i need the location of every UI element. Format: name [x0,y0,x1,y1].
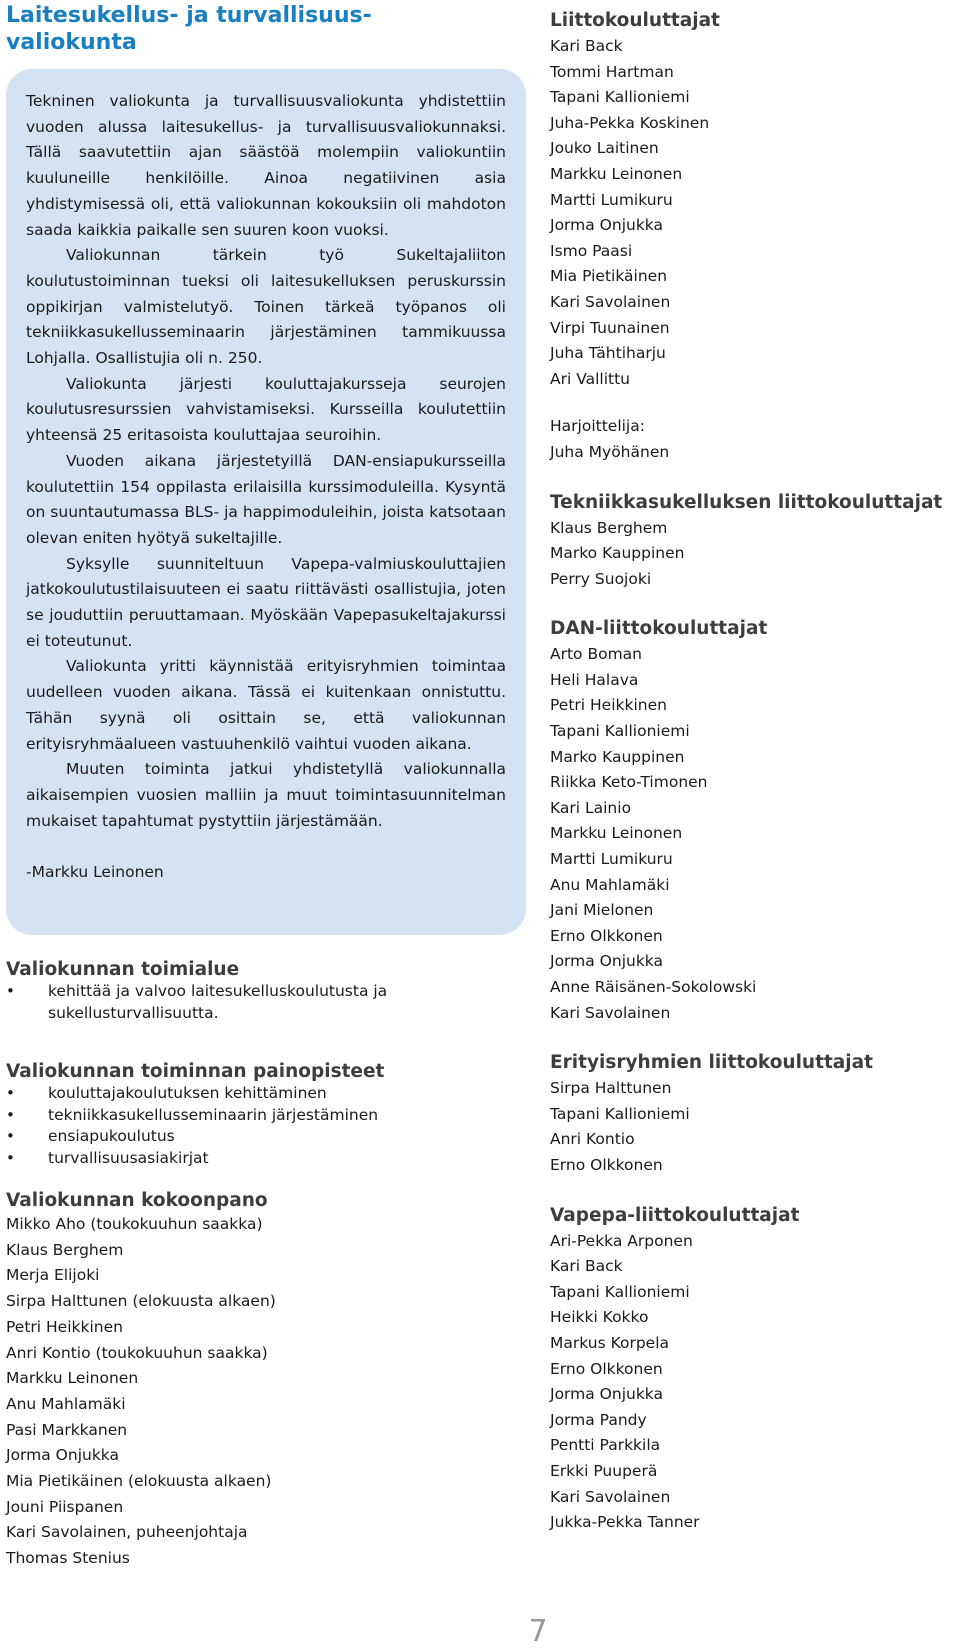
report-paragraph: Muuten toiminta jatkui yhdistetyllä valiokunnalla aikaisempien vuosien malliin ja muut toimintasuunnitelman mukaiset tapahtumat pystyttiin järjestämään. [26,760,506,830]
trainer-name: Kari Savolainen [550,1487,671,1506]
trainer-name: Jouko Laitinen [550,139,659,158]
toimialue-section [6,959,526,1024]
member-name: Pasi Markkanen [6,1420,128,1439]
trainer-name: Tapani Kallioniemi [550,722,690,741]
signature: -Markku Leinonen [26,863,164,882]
report-paragraph: Vuoden aikana järjestetyillä DAN-ensiapukursseilla koulutettiin 154 oppilasta erilaisilla kurssimoduleilla. Kysyntä on suuntautumassa BLS- ja happimoduleihin, joista katsotaan olevan eniten hyötyä sukeltajille. [26,451,506,547]
report-paragraph: Valiokunta yritti käynnistää erityisryhmien toimintaa uudelleen vuoden aikana. Tässä ei kuitenkaan onnistuttu. Tähän syynä oli osittain se, että valiokunnan erityisryhmäalueen vastuuhenkilö vaihtui vuoden aikana. [26,657,506,753]
trainer-name: Klaus Berghem [550,518,668,537]
trainer-name: Erno Olkkonen [550,1359,663,1378]
trainer-name: Anri Kontio [550,1130,635,1149]
name-list [550,34,960,392]
bullet-item: • ensiapukoulutus [6,1126,526,1148]
trainer-name: Jorma Onjukka [550,952,664,971]
trainer-name: Perry Suojoki [550,569,652,588]
trainer-name: Jorma Onjukka [550,1385,664,1404]
member-name: Petri Heikkinen [6,1317,123,1336]
trainer-name: Martti Lumikuru [550,190,673,209]
trainer-name: Martti Lumikuru [550,850,673,869]
member-name: Anri Kontio (toukokuuhun saakka) [6,1343,268,1362]
trainer-name: Kari Lainio [550,798,632,817]
section-heading: Erityisryhmien liittokouluttajat [550,1052,873,1074]
trainer-name: Marko Kauppinen [550,544,685,563]
trainer-name: Markus Korpela [550,1333,669,1352]
bullet-item: • kehittää ja valvoo laitesukelluskoulutusta ja sukellusturvallisuutta. [6,981,526,1024]
trainer-name: Erkki Puuperä [550,1461,658,1480]
trainer-name: Tapani Kallioniemi [550,1282,690,1301]
trainer-name: Tapani Kallioniemi [550,88,690,107]
trainer-name: Anu Mahlamäki [550,875,670,894]
liittokouluttajat-section [550,10,960,466]
trainer-name: Jani Mielonen [550,901,654,920]
trainer-name: Erno Olkkonen [550,1155,663,1174]
erityis-section [550,1052,960,1178]
trainer-name: Ari Vallittu [550,369,631,388]
name-list [550,1229,960,1536]
page-number: 7 [528,1614,548,1649]
section-heading: DAN-liittokouluttajat [550,618,768,640]
report-box [6,69,526,935]
vapepa-section [550,1205,960,1536]
section-heading: Liittokouluttajat [550,10,720,31]
member-name: Mia Pietikäinen (elokuusta alkaen) [6,1472,272,1491]
trainer-name: Jorma Pandy [550,1410,647,1429]
member-list [6,1212,526,1572]
bullet-item: • turvallisuusasiakirjat [6,1148,526,1170]
member-name: Markku Leinonen [6,1369,139,1388]
section-heading: Tekniikkasukelluksen liittokouluttajat [550,491,943,513]
bullet-item: • tekniikkasukellusseminaarin järjestäminen [6,1105,526,1127]
trainer-name: Riikka Keto-Timonen [550,773,708,792]
trainer-name: Juha Tähtiharju [550,344,666,363]
trainer-name: Ari-Pekka Arponen [550,1231,693,1250]
trainer-name: Mia Pietikäinen [550,267,668,286]
member-name: Mikko Aho (toukokuuhun saakka) [6,1215,263,1233]
report-paragraph: Syksylle suunniteltuun Vapepa-valmiuskouluttajien jatkokoulutustilaisuuteen ei saatu riittävästi osallistujia, joten se jouduttiin peruuttamaan. Myöskään Vapepasukeltajakurssi ei toteutunut. [26,554,506,650]
kokoonpano-section [6,1190,526,1572]
trainer-name: Heikki Kokko [550,1308,649,1327]
trainer-name: Markku Leinonen [550,824,683,843]
member-name: Kari Savolainen, puheenjohtaja [6,1523,248,1542]
section-heading: Valiokunnan kokoonpano [6,1190,268,1211]
trainer-name: Petri Heikkinen [550,696,667,715]
tekniikka-section [550,492,960,593]
trainer-name: Pentti Parkkila [550,1436,661,1455]
bullet-item: • kouluttajakoulutuksen kehittäminen [6,1083,526,1105]
trainer-name: Tommi Hartman [550,62,674,81]
name-list [550,516,960,593]
trainer-name: Virpi Tuunainen [550,318,670,337]
trainer-name: Jorma Onjukka [550,216,664,235]
trainee-name: Juha Myöhänen [550,442,670,461]
member-name: Anu Mahlamäki [6,1394,126,1413]
toimialue-list [6,981,526,1024]
painopisteet-section [6,1061,526,1169]
report-paragraph: Valiokunta järjesti kouluttajakursseja seurojen koulutusresurssien vahvistamiseksi. Kursseilla koulutettiin yhteensä 25 eritasoista kouluttajaa seuroihin. [26,374,506,445]
trainer-name: Kari Savolainen [550,292,671,311]
name-list [550,1076,960,1178]
trainer-name: Sirpa Halttunen [550,1079,672,1098]
trainer-name: Kari Back [550,1257,623,1276]
trainer-name: Ismo Paasi [550,241,633,260]
section-heading: Valiokunnan toiminnan painopisteet [6,1061,385,1082]
member-name: Jouni Piispanen [6,1497,124,1516]
name-list [550,642,960,1026]
trainee-label: Harjoittelija: [550,417,645,436]
trainer-name: Markku Leinonen [550,164,683,183]
right-column [550,10,960,1562]
trainer-name: Kari Savolainen [550,1003,671,1022]
left-column [6,0,526,1568]
dan-section [550,618,960,1026]
section-heading: Vapepa-liittokouluttajat [550,1204,800,1226]
member-name: Klaus Berghem [6,1240,124,1259]
report-paragraph: Valiokunnan tärkein työ Sukeltajaliiton koulutustoiminnan tueksi oli laitesukelluksen peruskurssin oppikirjan valmistelutyö. Toinen tärkeä työpanos oli tekniikkasukellusseminaarin järjestäminen tammikuussa Lohjalla. Osallistujia oli n. 250. [26,246,506,368]
member-name: Jorma Onjukka [6,1446,120,1465]
trainer-name: Arto Boman [550,645,643,664]
trainer-name: Erno Olkkonen [550,926,663,945]
section-heading: Valiokunnan toimialue [6,959,240,980]
trainer-name: Heli Halava [550,670,639,689]
trainer-name: Kari Back [550,37,623,55]
trainer-name: Tapani Kallioniemi [550,1104,690,1123]
member-name: Thomas Stenius [6,1549,130,1568]
trainer-name: Marko Kauppinen [550,747,685,766]
trainer-name: Juha-Pekka Koskinen [550,113,710,132]
page-title: Laitesukellus- ja turvallisuus-valiokunta [6,3,372,55]
member-name: Merja Elijoki [6,1266,100,1285]
trainer-name: Jukka-Pekka Tanner [550,1513,700,1532]
report-paragraph: Tekninen valiokunta ja turvallisuusvaliokunta yhdistettiin vuoden alussa laitesukellus- ja turvallisuusvaliokunnaksi. Tällä saavutettiin ajan säästöä molempiin valiokuntiin kuuluneille henkilöille. Ainoa negatiivinen asia yhdistymisessä oli, että valiokunnan kokouksiin oli mahdoton saada kaikkia paikalle sen suuren koon vuoksi. [26,92,506,239]
member-name: Sirpa Halttunen (elokuusta alkaen) [6,1292,276,1311]
painopisteet-list [6,1083,526,1169]
trainer-name: Anne Räisänen-Sokolowski [550,978,757,996]
